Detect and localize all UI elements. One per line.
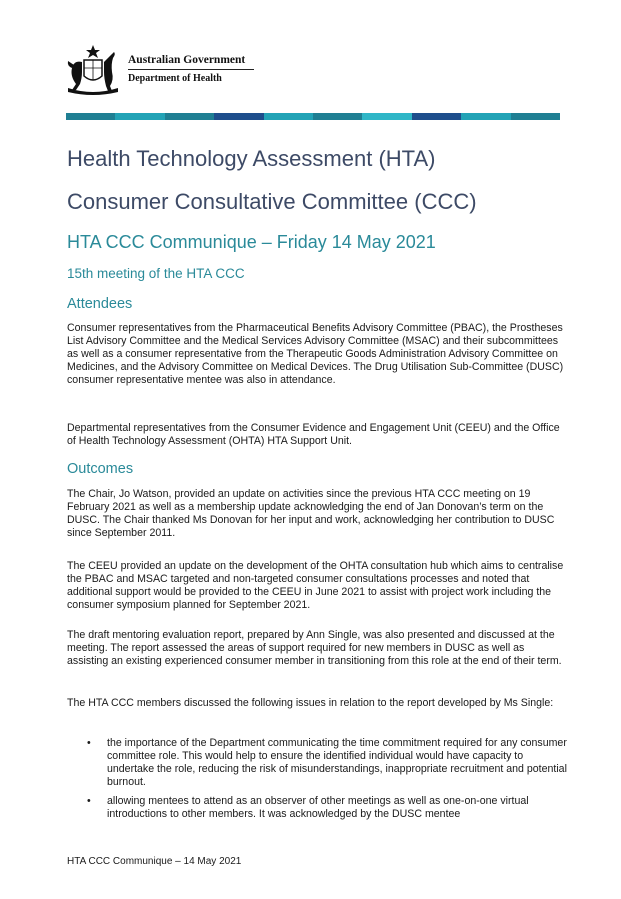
outcomes-paragraph-3: The draft mentoring evaluation report, prepared by Ann Single, was also presented and discussed at the meeting. The report assessed the areas of support required for new members in DUSC as well as assisting an existing experienced consumer member in transitioning from this role at the end of their term.: [67, 629, 562, 667]
colour-strip: [66, 113, 560, 120]
list-item: [67, 737, 567, 789]
attendees-paragraph-2: Departmental representatives from the Consumer Evidence and Engagement Unit (CEEU) and the Office of Health Technology Assessment (OHTA) HTA Support Unit.: [67, 422, 560, 447]
attendees-heading: Attendees: [67, 296, 133, 312]
government-logo: [64, 44, 264, 96]
meeting-heading: 15th meeting of the HTA CCC: [67, 266, 245, 281]
outcomes-paragraph-1: The Chair, Jo Watson, provided an update on activities since the previous HTA CCC meeting on 19 February 2021 as well as a membership update acknowledging the end of Jan Donovan’s term on the DUSC. The Chair thanked Ms Donovan for her input and work, acknowledging her contribution to DUSC since September 2011.: [67, 488, 555, 539]
strip-segment: [461, 113, 510, 120]
coat-of-arms-icon: [64, 44, 122, 96]
issues-list: [67, 737, 567, 827]
document-title-line-2: Consumer Consultative Committee (CCC): [67, 189, 477, 214]
outcomes-paragraph-2: The CEEU provided an update on the development of the OHTA consultation hub which aims to centralise the PBAC and MSAC targeted and non-targeted consumer consultations processes and noted that additional support would be provided to the CEEU in June 2021 to assist with project work including the consumer symposium planned for September 2021.: [67, 560, 564, 611]
strip-segment: [264, 113, 313, 120]
strip-segment: [214, 113, 263, 120]
government-wordmark: [128, 54, 254, 84]
wordmark-divider: [128, 69, 254, 70]
attendees-paragraph-1: Consumer representatives from the Pharmaceutical Benefits Advisory Committee (PBAC), the Prostheses List Advisory Committee and the Medical Services Advisory Committee (MSAC) and their subcommittees as well as a consumer representative from the Therapeutic Goods Administration Advisory Committee on Medicines, and the Advisory Committee on Medical Devices. The Drug Utilisation Sub-Committee (DUSC) consumer representative mentee was also in attendance.: [67, 322, 564, 386]
document-title-line-1: Health Technology Assessment (HTA): [67, 146, 436, 171]
government-name: Australian Government: [128, 54, 246, 66]
strip-segment: [362, 113, 411, 120]
list-item-text: allowing mentees to attend as an observer of other meetings as well as one-on-one virtual introductions to other members. It was acknowledged by the DUSC mentee: [107, 795, 529, 820]
strip-segment: [412, 113, 461, 120]
bullet-icon: •: [87, 795, 91, 807]
communique-subtitle: HTA CCC Communique – Friday 14 May 2021: [67, 232, 436, 252]
strip-segment: [115, 113, 164, 120]
strip-segment: [313, 113, 362, 120]
list-item-text: the importance of the Department communicating the time commitment required for any consumer committee role. This would help to ensure the identified individual would have capacity to undertake the role, reducing the risk of misunderstandings, inappropriate recruitment and potential burnout.: [107, 737, 567, 788]
bullet-icon: •: [87, 737, 91, 749]
page-footer: HTA CCC Communique – 14 May 2021: [67, 856, 242, 867]
outcomes-heading: Outcomes: [67, 461, 134, 477]
strip-segment: [165, 113, 214, 120]
department-name: Department of Health: [128, 73, 222, 84]
outcomes-paragraph-4: The HTA CCC members discussed the following issues in relation to the report developed by Ms Single:: [67, 697, 554, 709]
strip-segment: [66, 113, 115, 120]
strip-segment: [511, 113, 560, 120]
list-item: [67, 795, 567, 821]
